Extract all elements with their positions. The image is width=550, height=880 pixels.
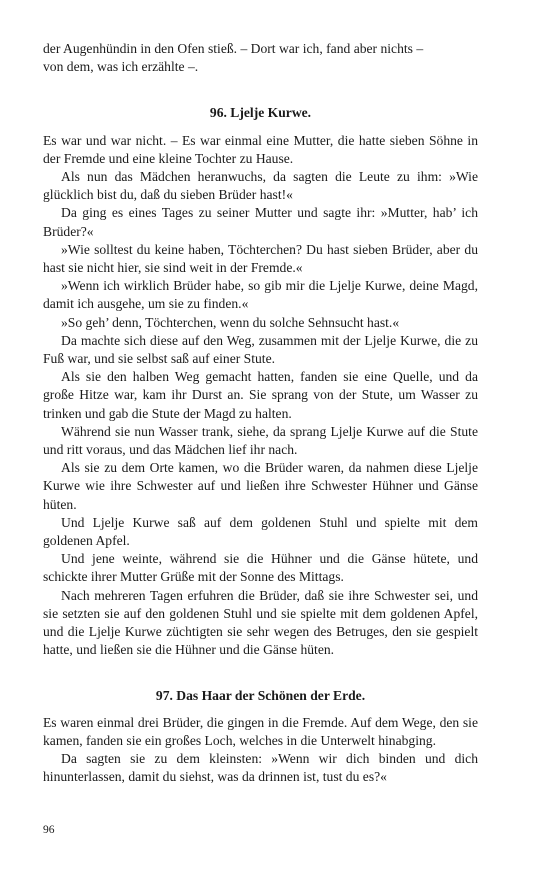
story-96-paragraph: »So geh’ denn, Töchterchen, wenn du solche Sehnsucht hast.« <box>61 314 400 330</box>
story-96-paragraph: Und Ljelje Kurwe saß auf dem goldenen Stuhl und spielte mit dem goldenen Apfel. <box>43 514 478 549</box>
story-96-paragraph: Da ging es eines Tages zu seiner Mutter und sagte ihr: »Mutter, hab’ ich Brüder?« <box>43 205 478 239</box>
story-97-paragraph: Es waren einmal drei Brüder, die gingen in die Fremde. Auf dem Wege, den sie kamen, fanden sie ein großes Loch, welches in die Unterwelt hinabging. <box>43 714 478 748</box>
story-96-paragraph: »Wie solltest du keine haben, Töchterchen? Du hast sieben Brüder, aber du hast sie nicht hier, sie sind weit in der Fremde.« <box>43 241 478 276</box>
story-96-paragraph: Da machte sich diese auf den Weg, zusammen mit der Ljelje Kurwe, die zu Fuß war, und sie selbst saß auf einer Stute. <box>43 332 478 367</box>
story-96-paragraph: Als nun das Mädchen heranwuchs, da sagten die Leute zu ihm: »Wie glücklich bist du, daß du sieben Brüder hast!« <box>43 169 478 203</box>
page-number: 96 <box>43 824 55 836</box>
story-96-paragraph: Nach mehreren Tagen erfuhren die Brüder, daß sie ihre Schwester sei, und sie setzten sie auf den goldenen Stuhl und sie spielte mit dem goldenen Apfel, und die Ljelje Kurwe züchtigten sie sehr wegen des Betruges, den sie gespielt hatte, und ließen sie die Hühner und die Gänse hüten. <box>43 587 478 658</box>
story-97-paragraph: Da sagten sie zu dem kleinsten: »Wenn wir dich binden und dich hinunterlassen, damit du siehst, was da drinnen ist, tust du es?« <box>43 751 478 785</box>
story-96-paragraph: Und jene weinte, während sie die Hühner und die Gänse hütete, und schickte ihrer Mutter Grüße mit der Sonne des Mittags. <box>43 551 478 585</box>
story-96-paragraph: Als sie zu dem Orte kamen, wo die Brüder waren, da nahmen diese Ljelje Kurwe wie ihre Schwester auf und ließen ihre Schwester Hühner und Gänse hüten. <box>43 460 478 512</box>
story-96-paragraph: Als sie den halben Weg gemacht hatten, fanden sie eine Quelle, und da große Hitze war, kam ihr Durst an. Sie sprang von der Stute, um Wasser zu trinken und gab die Stute der Magd zu halten. <box>43 369 478 421</box>
intro-line: der Augenhündin in den Ofen stieß. – Dort war ich, fand aber nichts – <box>43 41 424 56</box>
story-heading-96: 96. Ljelje Kurwe. <box>209 105 312 121</box>
book-page <box>43 40 478 787</box>
intro-line: von dem, was ich erzählte –. <box>43 59 199 75</box>
story-heading-97: 97. Das Haar der Schönen der Erde. <box>155 687 366 703</box>
story-96-paragraph: Während sie nun Wasser trank, siehe, da sprang Ljelje Kurwe auf die Stute und ritt voraus, und das Mädchen lief ihr nach. <box>43 423 478 458</box>
story-96-paragraph: »Wenn ich wirklich Brüder habe, so gib mir die Ljelje Kurwe, deine Magd, damit ich ausgehe, um sie zu finden.« <box>43 278 478 312</box>
story-96-paragraph: Es war und war nicht. – Es war einmal eine Mutter, die hatte sieben Söhne in der Fremde und eine kleine Tochter zu Hause. <box>43 132 478 166</box>
intro-paragraph <box>43 40 478 76</box>
